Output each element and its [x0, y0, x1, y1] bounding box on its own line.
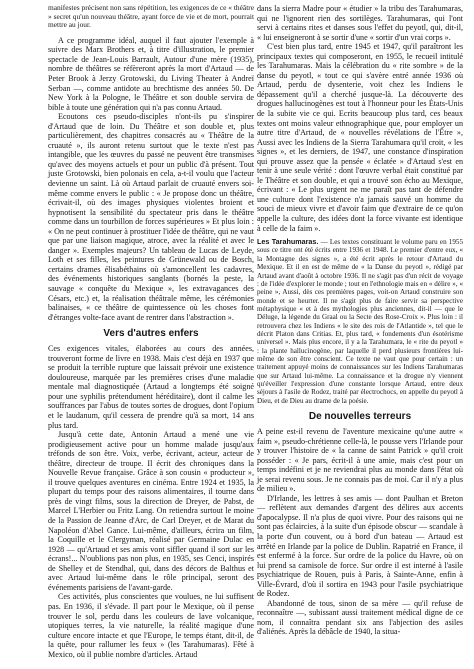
body-paragraph: D'Irlande, les lettres à ses amis — dont Paulhan et Breton — reflètent aux demandes d'argent des délires aux accents d'apocalypse. Il n'a plus de quoi vivre. Pour des raisons qui ne sont pas éclaircies, à la suite d'un épisode obscur — scandale à la porte d'un couvent, ou à bord d'un bateau — Artaud est arrêté en Irlande par la police de Dublin. Rapatrié en France, il est enfermé à la force. Sur ordre de la police du Havre, où on lui prend sa camisole de force. Sur ordre il est interné à l'asile psychiatrique de Rouen, puis à Paris, à Sainte-Anne, enfin à Ville-Évrard, d'où il sortira en 1943 pour l'asile psychiatrique de Rodez. [257, 493, 463, 599]
intro-paragraph: manifestes précisent non sans répétition, les exigences de ce « théâtre » secret qu'un nouveau théâtre, ayant force de vie et de mort, pourrait mettre au jour. [48, 3, 254, 30]
section-heading: De nouvelles terreurs [308, 411, 412, 422]
body-paragraph: A ce programme idéal, auquel il faut ajouter l'exemple à suivre des Marx Brothers et, à titre d'illustration, le premier spectacle de Jean-Louis Barrault, Autour d'une mère (1935), nombre de théâtres se réfèreront après la mort d'Artaud — de Peter Brook à Jerzy Grotowski, du Living Theater à Andreï Serban —, comme antidote au brechtisme des années 50. De New York à la Pologne, le Théâtre et son double servira de bible à toute une génération qui n'a pas connu Artaud. [48, 35, 254, 112]
sidebar-note [257, 238, 463, 405]
sidebar-note-text: — Les textes constituant le volume paru en 1955 sous ce titre ont été écrits entre 1936 et 1948. Le premier d'entre eux, « la Montagne des signes », a été écrit après le retour d'Artaud du Mexique. Et il en est de même de « la Danse du peyotl », rédigé par Artaud avant d'août à octobre 1936. Il ne s'agit pas d'un récit de voyage : de l'idée d'explorer le monde ; tout en l'ethnologie mais en « délire », « peine », Aussi, dès ces premières pages, voit-on Artaud construire son monde et se heurter. Il ne s'agit plus de faire servir sa perspective métaphysique « et à des mythologies plus anciennes, dit-il — que le Déluge, la légende du Graal ou la Secte des Rose-Croix ». Plus loin : il retrouvera chez les Indiens « le site des rois de l'Atlantide », tel que le décrit Platon dans Critias. Et, plus tard, « fondements d'un ésotérisme universel ». Mais plus encore, il y a la Tarahumara, le « rite du peyotl » : la plante hallucinogène, par laquelle il perd plusieurs frontières lui-même de son être conscient. Ce texte ne vaut que pour certain : un traitement appuyé moins de connaissances sur les Indiens Tarahumaras que sur Artaud lui-même. La connaissance et la drogue n'y viennent qu'éveiller l'expression d'une constante lorsque Artaud, entre deux séjours à l'asile de Rodez, traité par électrochocs, en appelle du peyotl à Dieu, et de Dieu au drame de la poésie. [257, 238, 463, 405]
sidebar-note-label: Les Tarahumaras. [257, 237, 319, 247]
right-column [257, 4, 463, 637]
body-paragraph: Ecoutons ces pseudo-disciples n'ont-ils pu s'inspirer d'Artaud que de loin. Du Théâtre et son double et, plus particulièrement, des chapitres consacrés au « Théâtre de la cruauté », ils auront retenu surtout que le texte n'est pas intangible, que les œuvres du passé ne peuvent être transmises qu'avec des moyens actuels et pour un public d'à présent. Tout juste Grotowski, bien polonais en cela, a-t-il voulu que l'acteur devienne un saint. Là où Artaud parlait de cruauté envers soi-même comme envers le public : « Je propose donc un théâtre, écrivait-il, où des images physiques violentes broient et hypnotisent la sensibilité du spectateur pris dans le théâtre comme dans un tourbillon de forces supérieures » Et plus loin : « On ne peut continuer à prostituer l'idée de théâtre, qui ne vaut que par une liaison magique, atroce, avec la réalité et avec le danger ». Exemples majeurs? Un tableau de Lucas de Leyde, Loth et ses filles, les peintures de Grünewald ou de Bosch, certains drames élisabéthains où s'amoncellent les cadavres, des événements historiques sanglants (bornés la peste, la sauvage « conquête du Mexique », les extravagances des Césars, etc.) et, la réalisation théâtrale même, les cérémonies balinaises, « ce théâtre de quintessence où les choses font d'étranges volte-face avant de rentrer dans l'abstraction ». [48, 112, 254, 322]
body-paragraph: C'est bien plus tard, entre 1945 et 1947, qu'il paraîtront les principaux textes qui composeront, en 1955, le recueil intitulé les Tarahumaras. Mais la célébration du « rite sombre » de la danse du peyotl, « tout ce qui s'avère entré année 1936 où Artaud, perdu de dysenterie, voit chez les Indiens le dépassement qu'il a cherché jusque-là. La découverte des drogues hallucinogènes est tout à l'honneur pour les États-Unis de la subite vie ce qui. Ecrits beaucoup plus tard, ces beaux textes ont moins valeur ethnographique que, pour employer un autre titre d'Artaud, de « nouvelles révélations de l'Être », Aussi avec les Indiens de la Sierra Tarahumara qu'il croit, « les signes », et les derniers, de 1947, une constance d'inspiration qui prouve assez que la pensée « éclatée » d'Artaud s'est en tenir à une seule vérité : dont l'œuvre verbal était constitué par le Théâtre et son double, et qui a trouvé son écho au Mexique, écrivant : « Le plus urgent ne me paraît pas tant de défendre une culture dont l'existence n'a jamais sauvé un homme du souci de mieux vivre et d'avoir faim que d'extraire de ce qu'on appelle la culture, des idées dont la force vivante est identique à celle de la faim ». [257, 42, 463, 233]
section-heading: Vers d'autres enfers [103, 328, 199, 340]
body-paragraph: Jusqu'à cette date, Antonin Artaud a mené une vie prodigieusement active pour un homme malade jusqu'aux tréfonds de son être. Voix, verbe, écrivant, acteur, acteur de théâtre, directeur de troupe. Il écrit des chroniques dans la Nouvelle Revue française. Grâce à son cousin « producteur », il trouve quelques aventures en cinéma. Entre 1924 et 1935, la plupart du temps pour des raisons alimentaires, il tourne dans près de vingt films, sous la direction de Dreyer, de Pabst, de Marcel L'Herbier ou Fritz Lang. On retiendra surtout le moine de la Passion de Jeanne d'Arc, de Carl Dreyer, et de Marat du Napoléon d'Abel Gance. Lui-même, d'ailleurs, écrira un film, la Coquille et le Clergyman, réalisé par Germaine Dulac en 1928 — qu'Artaud et ses amis vont siffler quand il sort sur les écrans!... N'oublions pas non plus, en 1935, ses Cenci, inspirés de Shelley et de Stendhal, qui, dans des décors de Balthus et avec Artaud lui-même dans le rôle principal, seront des événements parisiens de l'avant-garde. [48, 430, 254, 592]
body-paragraph: Ces activités, plus conscientes que voulues, ne lui suffisent pas. En 1936, il s'évade. Il part pour le Mexique, où il pense trouver le sol, perdu dans les couleurs de lave volcanique, utopiques terres, la vie naturelle, la réalité magique d'une culture encore intacte et que l'Europe, le temps étant, dit-il, de la quête, pour rallumer les feux » (les Tarahumaras). Fêté à Mexico, où il publie nombre d'articles. Artaud [48, 592, 254, 659]
body-paragraph: Ces exigences vitales, élaborées au cours des années, trouveront forme de livre en 1938. Mais c'est déjà en 1937 que se produit la terrible rupture que laissait prévoir une existence douloureuse, marquée par les premières crises d'une maladie mentale mal diagnostiquée (Artaud a longtemps été soigné pour une syphilis prétendument héréditaire), dont il calme les souffrances par l'abus de toutes sortes de drogues, dont l'opium et le laudanum, qu'il cessera de prendre qu'à sa mort, 14 ans plus tard. [48, 344, 254, 430]
left-column [48, 4, 254, 659]
body-paragraph: dans la sierra Madre pour « étudier » la tribu des Tarahumaras, qui ne l'ignorent rien des sortilèges. Tarahumaras, qui l'ont servi à certains rites et danses sous l'effet du peyotl, qui, dit-il, « lui enseigneront à se sortir d'une « sortir d'un vrai corps ». [257, 4, 463, 42]
body-paragraph: A peine est-il revenu de l'aventure mexicaine qu'une autre « faim », pseudo-chrétienne celle-là, le pousse vers l'Irlande pour y trouver l'histoire de « la canne de saint Patrick » qu'il croit posséder : « Je pars, écrit-il à une amie, mais c'est pour un temps indéfini et je ne reviendrai plus au monde dans l'état où je serai revenu sous. Je ne connais pas de moi. Car il n'y a plus de milieu ». [257, 427, 463, 494]
body-paragraph: Abandonné de tous, sinon de sa mère — qu'il refuse de reconnaître —, subissant aussi traitement médical digne de ce nom, il connaîtra pendant six ans l'abjection des asiles d'aliénés. Après la débâcle de 1940, la situa- [257, 598, 463, 637]
